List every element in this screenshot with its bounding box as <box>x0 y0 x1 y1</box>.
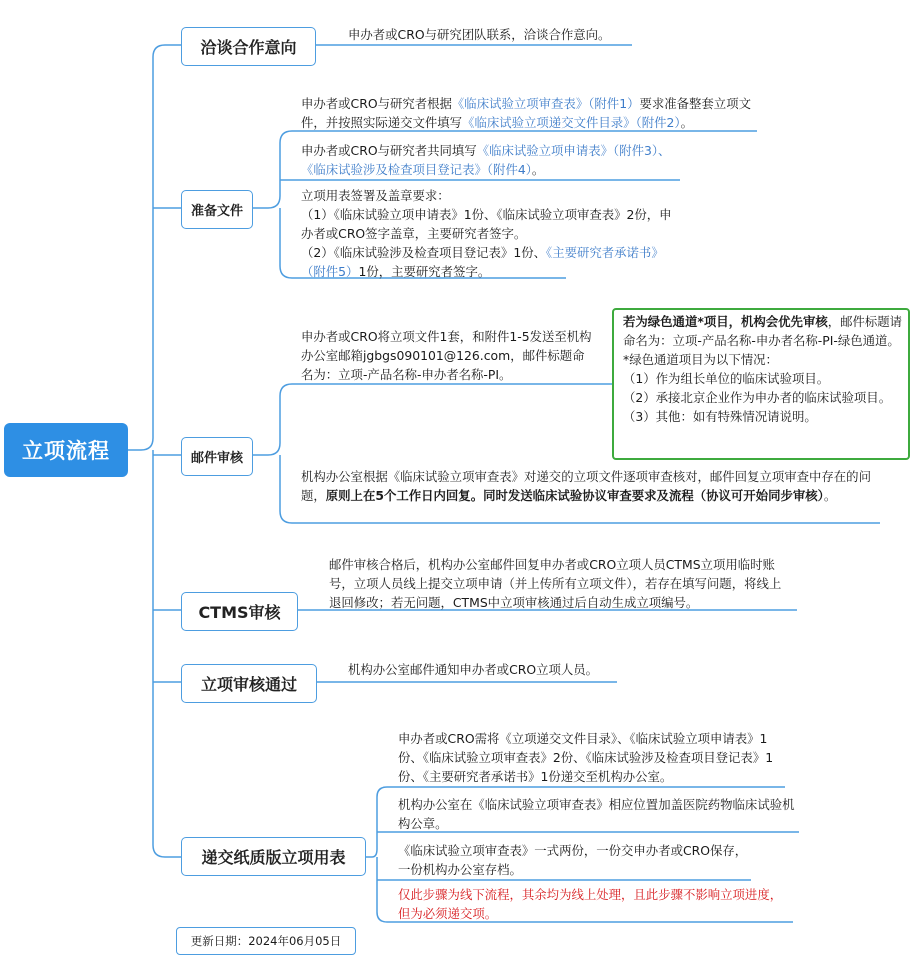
s2-item2-link1[interactable]: 《临床试验立项申请表》（附件3）、《临床试验涉及检查项目登记表》（附件4） <box>301 143 671 177</box>
root-node[interactable]: 立项流程 <box>4 423 128 477</box>
green-note: *绿色通道项目为以下情况： <box>623 352 778 367</box>
node-approval[interactable] <box>181 664 317 703</box>
green-bold: 若为绿色通道*项目，机构会优先审核 <box>623 314 828 329</box>
node-ctms-review-label: CTMS审核 <box>198 603 281 622</box>
green-rest: ，邮件标题请命名为：立项-产品名称-申办者名称-PI-绿色通道。 <box>623 314 903 348</box>
s5-text: 机构办公室邮件通知申办者或CRO立项人员。 <box>348 662 599 677</box>
s2-item3 <box>301 186 673 281</box>
node-ctms-review[interactable] <box>181 592 298 631</box>
s1-text: 申办者或CRO与研究团队联系，洽谈合作意向。 <box>348 27 611 42</box>
s4-text: 邮件审核合格后，机构办公室邮件回复申办者或CRO立项人员CTMS立项用临时账号，立项人员线上提交立项申请（并上传所有立项文件），若存在填写问题，将线上退回修改；若无问题，CTMS中立项审核通过后自动生成立项编号。 <box>329 557 782 610</box>
s2-item2-p2: 。 <box>531 162 545 177</box>
trunk-line <box>128 45 181 450</box>
s2-item1-p3: 。 <box>680 115 693 130</box>
node-approval-label: 立项审核通过 <box>200 675 297 694</box>
node-negotiation[interactable] <box>181 27 316 66</box>
s2-item3-line3 <box>301 243 673 281</box>
s2-item2-p1: 申办者或CRO与研究者共同填写 <box>301 143 477 158</box>
s3-item1: 申办者或CRO将立项文件1套，和附件1-5发送至机构办公室邮箱jgbgs090101@126.com，邮件标题命名为：立项-产品名称-申办者名称-PI。 <box>301 329 592 382</box>
s6-item3: 《临床试验立项审查表》一式两份，一份交申办者或CRO保存，一份机构办公室存档。 <box>398 843 748 877</box>
node-email-review-label: 邮件审核 <box>190 451 243 466</box>
s2-item3-link[interactable]: 《主要研究者承诺书》（附件5） <box>301 245 664 279</box>
s2-item3-line3b: 1份，主要研究者签字。 <box>358 264 491 279</box>
s2-item3-line1: 立项用表签署及盖章要求： <box>301 188 450 203</box>
s2-item1 <box>301 94 763 132</box>
s2-item1-link1[interactable]: 《临床试验立项审查表》（附件1） <box>451 96 640 111</box>
s3-item2-p1: 机构办公室根据《临床试验立项审查表》对递交的立项文件逐项审查核对，邮件回复立项审查中存在的问题， <box>301 469 871 503</box>
s2-item1-p2: 要求准备整套立项文件，并按照实际递交文件填写 <box>301 96 751 130</box>
s6-item4-warning: 仅此步骤为线下流程，其余均为线上处理，且此步骤不影响立项进度，但为必须递交项。 <box>398 887 783 921</box>
node-paper-submit-label: 递交纸质版立项用表 <box>201 848 346 867</box>
node-negotiation-label: 洽谈合作意向 <box>200 38 297 57</box>
s3-item2 <box>301 467 875 505</box>
node-paper-submit[interactable] <box>181 837 366 876</box>
s6-item2: 机构办公室在《临床试验立项审查表》相应位置加盖医院药物临床试验机构公章。 <box>398 797 795 831</box>
s2-item2 <box>301 141 681 179</box>
node-email-review[interactable] <box>181 437 253 476</box>
s2-item1-p1: 申办者或CRO与研究者根据 <box>301 96 452 111</box>
green-text <box>623 312 905 426</box>
node-prepare-docs[interactable] <box>181 190 253 229</box>
s2-item3-line2: （1）《临床试验立项申请表》1份、《临床试验立项审查表》2份，申办者或CRO签字盖章，主要研究者签字。 <box>301 207 672 241</box>
green-option-1: （1）作为组长单位的临床试验项目。 <box>623 371 830 386</box>
s2-item1-link2[interactable]: 《临床试验立项递交文件目录》（附件2） <box>462 115 681 130</box>
trunk-line-lower <box>153 450 181 857</box>
green-channel-box <box>612 308 910 460</box>
s3-item2-p2: 。 <box>823 488 837 503</box>
update-date-label <box>176 927 356 955</box>
s3-item2-bold: 原则上在5个工作日内回复。同时发送临床试验协议审查要求及流程（协议可开始同步审核） <box>325 488 824 503</box>
green-option-2: （2）承接北京企业作为申办者的临床试验项目。 <box>623 390 892 405</box>
node-prepare-docs-label: 准备文件 <box>190 204 243 219</box>
s2-item3-line3a: （2）《临床试验涉及检查项目登记表》1份、 <box>301 245 546 260</box>
green-option-3: （3）其他：如有特殊情况请说明。 <box>623 409 817 424</box>
update-date-text: 更新日期：2024年06月05日 <box>190 934 342 948</box>
s6-item1: 申办者或CRO需将《立项递交文件目录》、《临床试验立项申请表》1份、《临床试验立项审查表》2份、《临床试验涉及检查项目登记表》1份、《主要研究者承诺书》1份递交至机构办公室。 <box>398 731 774 784</box>
